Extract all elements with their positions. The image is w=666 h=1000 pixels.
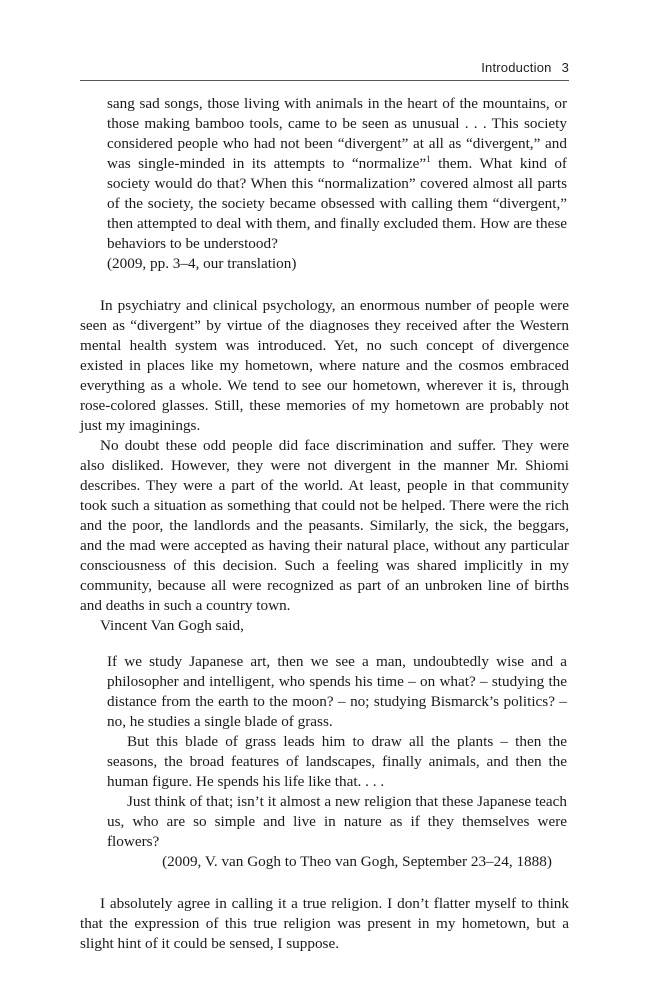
footnote-marker: 1 xyxy=(426,154,431,164)
page-number: 3 xyxy=(561,60,569,75)
body-paragraph: In psychiatry and clinical psychology, an enormous number of people were seen as “divergent” by virtue of the diagnoses they received after the Western mental health system was introduced. Yet, no such concept of divergence existed in places like my hometown, where nature and the cosmos embraced everything as a whole. We tend to see our hometown, wherever it is, through rose-colored glasses. Still, these memories of my hometown are probably not just my imaginings. xyxy=(80,297,569,434)
body-paragraph: I absolutely agree in calling it a true religion. I don’t flatter myself to think that the expression of this true religion was present in my hometown, but a slight hint of it could be sensed, I suppose. xyxy=(80,895,569,952)
quote-paragraph: If we study Japanese art, then we see a man, undoubtedly wise and a philosopher and intelligent, who spends his time – on what? – studying the distance from the earth to the moon? – no; studying Bismarck’s politics? – no, he studies a single blade of grass. xyxy=(107,653,567,730)
section-title: Introduction xyxy=(481,60,552,75)
quote-paragraph: But this blade of grass leads him to draw all the plants – then the seasons, the broad features of landscapes, finally animals, and then the human figure. He spends his life like that. . . . xyxy=(107,733,567,790)
quote-paragraph: Just think of that; isn’t it almost a new religion that these Japanese teach us, who are so simple and live in nature as if they themselves were flowers? xyxy=(107,793,567,850)
page-body xyxy=(80,94,569,954)
running-head xyxy=(481,60,569,75)
quote-text-continued: them. What kind of society would do that? When this “normalization” covered almost all parts of the society, the society became obsessed with calling them “divergent,” then attempted to deal with them, and finally excluded them. How are these behaviors to be understood? xyxy=(107,155,567,252)
quote-source: (2009, V. van Gogh to Theo van Gogh, September 23–24, 1888) xyxy=(162,853,552,870)
header-rule xyxy=(80,80,569,81)
body-paragraph: Vincent Van Gogh said, xyxy=(100,617,244,634)
quote-paragraph xyxy=(107,94,567,254)
block-quote-shiomi xyxy=(80,94,569,274)
body-paragraph: No doubt these odd people did face discrimination and suffer. They were also disliked. However, they were not divergent in the manner Mr. Shiomi describes. They were a part of the world. At least, people in that community took such a situation as something that could not be helped. There were the rich and the poor, the landlords and the peasants. Similarly, the sick, the beggars, and the mad were accepted as having their natural place, without any particular consciousness of this decision. Such a feeling was shared implicitly in my community, because all were recognized as part of an unbroken line of births and deaths in such a country town. xyxy=(80,437,569,614)
quote-source: (2009, pp. 3–4, our translation) xyxy=(107,255,297,272)
block-quote-van-gogh xyxy=(80,652,569,872)
quote-text: sang sad songs, those living with animals in the heart of the mountains, or those making bamboo tools, came to be seen as unusual . . . This society considered people who had not been “divergent” at all as “divergent,” and was single-minded in its attempts to “normalize” xyxy=(107,95,567,172)
